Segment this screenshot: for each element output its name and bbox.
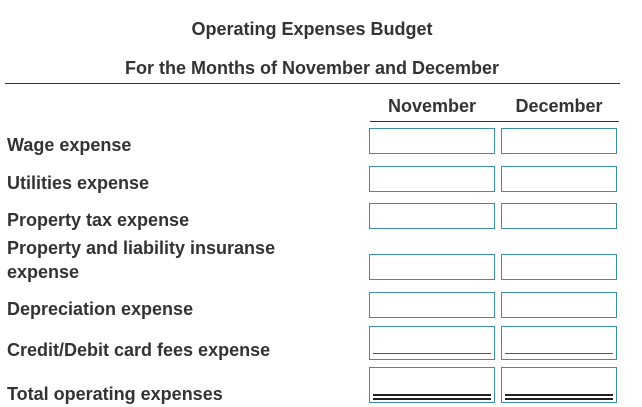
- december-subtotal-underline: [505, 353, 613, 354]
- column-header-november: November: [387, 96, 477, 116]
- utilities-expense-december-input[interactable]: [501, 166, 617, 192]
- column-header-divider: [370, 121, 619, 122]
- row-label-total-operating-expenses: Total operating expenses: [7, 384, 223, 404]
- row-label-card-fees-expense: Credit/Debit card fees expense: [7, 340, 271, 360]
- insurance-expense-november-input[interactable]: [369, 254, 495, 280]
- row-label-property-tax-expense: Property tax expense: [7, 210, 190, 230]
- card-fees-expense-december-input[interactable]: [501, 326, 617, 360]
- december-total-double-underline: [505, 394, 613, 400]
- wage-expense-november-input[interactable]: [369, 128, 495, 154]
- november-total-double-underline: [373, 394, 491, 400]
- property-tax-expense-november-input[interactable]: [369, 203, 495, 229]
- row-label-insurance-expense-line1: Property and liability insuranse: [7, 238, 276, 258]
- property-tax-expense-december-input[interactable]: [501, 203, 617, 229]
- depreciation-expense-december-input[interactable]: [501, 292, 617, 318]
- insurance-expense-december-input[interactable]: [501, 254, 617, 280]
- row-label-depreciation-expense: Depreciation expense: [7, 299, 194, 319]
- row-label-wage-expense: Wage expense: [7, 135, 132, 155]
- november-subtotal-underline: [373, 353, 491, 354]
- column-header-december: December: [515, 96, 603, 116]
- wage-expense-december-input[interactable]: [501, 128, 617, 154]
- row-label-utilities-expense: Utilities expense: [7, 173, 150, 193]
- budget-title: Operating Expenses Budget: [191, 19, 433, 39]
- header-divider: [5, 83, 620, 84]
- budget-subtitle: For the Months of November and December: [124, 58, 500, 78]
- card-fees-expense-november-input[interactable]: [369, 326, 495, 360]
- row-label-insurance-expense-line2: expense: [7, 262, 80, 282]
- utilities-expense-november-input[interactable]: [369, 166, 495, 192]
- depreciation-expense-november-input[interactable]: [369, 292, 495, 318]
